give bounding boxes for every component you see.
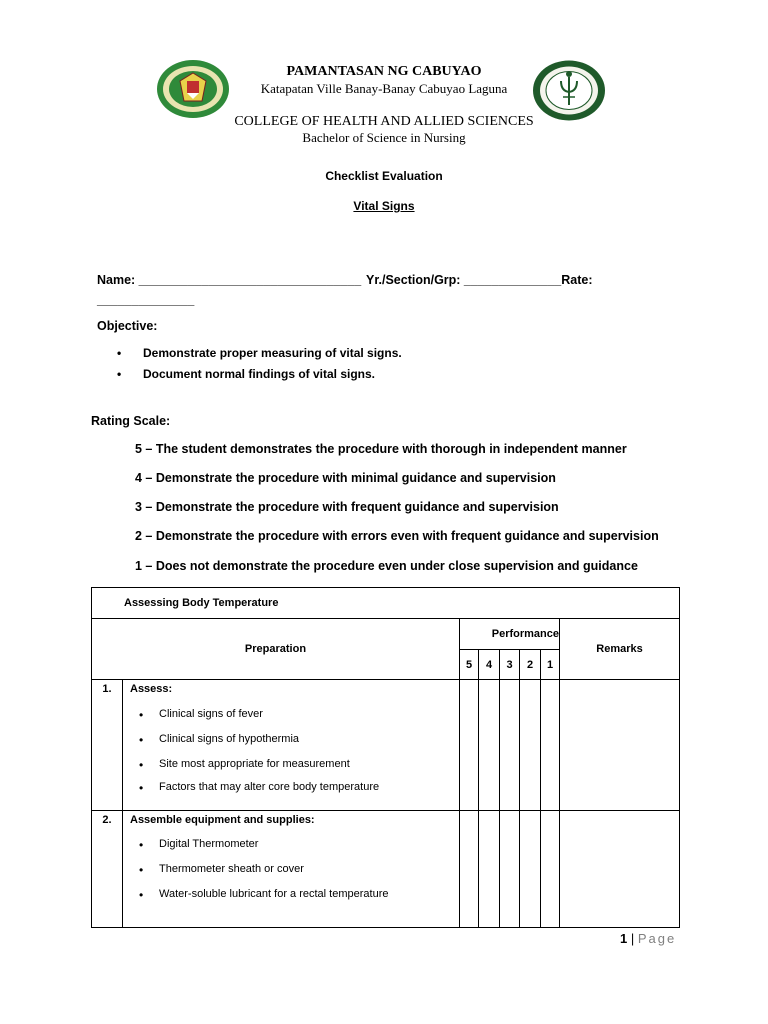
page-footer bbox=[620, 931, 676, 946]
rating-scale-heading: Rating Scale: bbox=[91, 414, 171, 428]
score-cell[interactable] bbox=[500, 811, 520, 928]
table-row bbox=[92, 811, 680, 928]
rating-scale-item: 2 – Demonstrate the procedure with errors even with frequent guidance and supervision bbox=[135, 529, 659, 543]
evaluation-table bbox=[91, 587, 680, 928]
score-header: 4 bbox=[479, 650, 500, 680]
row-bullet: • Water-soluble lubricant for a rectal temperature bbox=[130, 888, 459, 900]
score-cell[interactable] bbox=[520, 811, 541, 928]
row-bullet: • Clinical signs of fever bbox=[130, 708, 459, 720]
program-name: Bachelor of Science in Nursing bbox=[302, 130, 466, 145]
row-title: Assess: bbox=[130, 683, 173, 695]
objective-item-text: Demonstrate proper measuring of vital signs. bbox=[143, 346, 402, 360]
row-title: Assemble equipment and supplies: bbox=[130, 814, 315, 826]
university-name: PAMANTASAN NG CABUYAO bbox=[286, 64, 482, 79]
rate-field-line: ______________ bbox=[97, 293, 195, 307]
score-cell[interactable] bbox=[479, 811, 500, 928]
row-content bbox=[123, 680, 460, 811]
table-header-row bbox=[92, 619, 680, 650]
objective-heading: Objective: bbox=[97, 319, 158, 333]
table-row bbox=[92, 680, 680, 811]
page-label: Page bbox=[637, 931, 677, 946]
rating-scale-item: 4 – Demonstrate the procedure with minimal guidance and supervision bbox=[135, 471, 556, 485]
score-cell[interactable] bbox=[460, 680, 479, 811]
document-subtitle bbox=[0, 199, 768, 213]
footer-separator: | bbox=[630, 931, 635, 946]
score-cell[interactable] bbox=[479, 680, 500, 811]
table-section-row bbox=[92, 588, 680, 619]
preparation-header: Preparation bbox=[92, 619, 460, 680]
objective-item-text: Document normal findings of vital signs. bbox=[143, 367, 376, 381]
section-rate-field-label: Yr./Section/Grp: ______________Rate: bbox=[366, 273, 593, 287]
row-number: 1. bbox=[92, 680, 123, 811]
score-cell[interactable] bbox=[500, 680, 520, 811]
rating-scale-item: 5 – The student demonstrates the procedure with thorough in independent manner bbox=[135, 442, 627, 456]
remarks-cell[interactable] bbox=[560, 680, 680, 811]
score-header: 2 bbox=[520, 650, 541, 680]
row-content bbox=[123, 811, 460, 928]
row-bullet: • Factors that may alter core body temperature bbox=[130, 781, 459, 793]
name-field-label: Name: ________________________________ bbox=[97, 273, 362, 287]
remarks-cell[interactable] bbox=[560, 811, 680, 928]
score-cell[interactable] bbox=[541, 680, 560, 811]
row-bullet: • Clinical signs of hypothermia bbox=[130, 733, 459, 745]
rating-scale-item: 3 – Demonstrate the procedure with frequent guidance and supervision bbox=[135, 500, 559, 514]
rating-scale-item: 1 – Does not demonstrate the procedure even under close supervision and guidance bbox=[135, 559, 638, 573]
college-name: COLLEGE OF HEALTH AND ALLIED SCIENCES bbox=[234, 114, 534, 129]
score-header: 3 bbox=[500, 650, 520, 680]
row-bullet: • Thermometer sheath or cover bbox=[130, 863, 459, 875]
score-header: 1 bbox=[541, 650, 560, 680]
row-bullet: • Site most appropriate for measurement bbox=[130, 758, 459, 770]
page-number: 1 bbox=[620, 931, 628, 946]
remarks-header: Remarks bbox=[560, 619, 680, 680]
objective-item: • Demonstrate proper measuring of vital signs. bbox=[117, 346, 402, 360]
row-bullet: • Digital Thermometer bbox=[130, 838, 459, 850]
document-title: Checklist Evaluation bbox=[325, 169, 443, 183]
score-header: 5 bbox=[460, 650, 479, 680]
performance-header: Performance bbox=[460, 619, 560, 650]
university-address: Katapatan Ville Banay-Banay Cabuyao Laguna bbox=[260, 81, 508, 96]
objective-item: • Document normal findings of vital signs. bbox=[117, 367, 376, 381]
section-title: Assessing Body Temperature bbox=[92, 588, 680, 619]
score-cell[interactable] bbox=[541, 811, 560, 928]
subtitle-text: Vital Signs bbox=[353, 199, 415, 213]
score-cell[interactable] bbox=[520, 680, 541, 811]
row-number: 2. bbox=[92, 811, 123, 928]
score-cell[interactable] bbox=[460, 811, 479, 928]
